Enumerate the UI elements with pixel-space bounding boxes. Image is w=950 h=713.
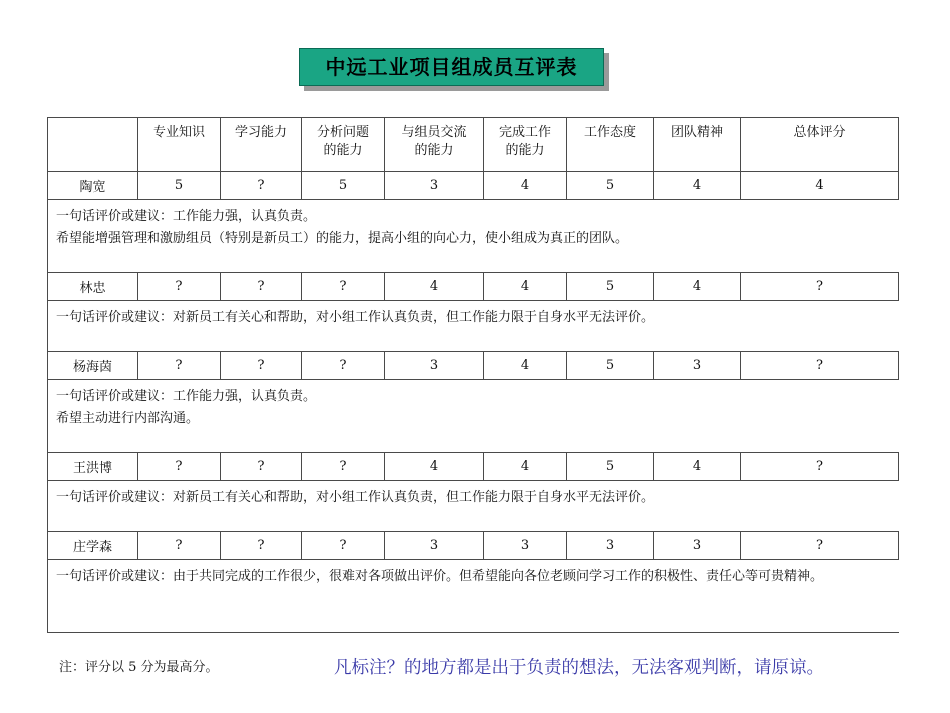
score-cell: 3 bbox=[385, 352, 484, 380]
comment-row bbox=[48, 200, 899, 273]
score-cell: 3 bbox=[484, 532, 567, 560]
header-label: 团队精神 bbox=[670, 125, 723, 140]
header-cell bbox=[138, 118, 221, 172]
header-label: 分析问题 bbox=[316, 125, 369, 140]
member-name: 王洪博 bbox=[48, 453, 138, 481]
header-label: 专业知识 bbox=[152, 125, 205, 140]
score-cell: 4 bbox=[741, 172, 899, 200]
header-cell bbox=[302, 118, 385, 172]
comment-cell bbox=[48, 560, 899, 633]
header-label: 总体评分 bbox=[793, 125, 846, 140]
score-row bbox=[48, 273, 899, 301]
score-cell: 4 bbox=[654, 453, 741, 481]
score-cell: ? bbox=[741, 352, 899, 380]
score-cell: 4 bbox=[654, 172, 741, 200]
member-name: 陶宽 bbox=[48, 172, 138, 200]
score-cell: ? bbox=[221, 172, 302, 200]
score-cell: 4 bbox=[654, 273, 741, 301]
page-title: 中远工业项目组成员互评表 bbox=[299, 48, 604, 86]
score-row bbox=[48, 352, 899, 380]
member-name: 庄学森 bbox=[48, 532, 138, 560]
score-cell: 4 bbox=[385, 453, 484, 481]
comment-cell bbox=[48, 200, 899, 273]
member-name: 林忠 bbox=[48, 273, 138, 301]
score-cell: 4 bbox=[484, 273, 567, 301]
comment-text: 一句话评价或建议：工作能力强，认真负责。 bbox=[56, 389, 317, 404]
evaluation-table bbox=[47, 117, 899, 633]
comment-text: 一句话评价或建议：对新员工有关心和帮助，对小组工作认真负责，但工作能力限于自身水平无法评价。 bbox=[56, 310, 655, 325]
table-body bbox=[48, 118, 899, 633]
member-name: 杨海茵 bbox=[48, 352, 138, 380]
score-cell: ? bbox=[302, 273, 385, 301]
score-cell: 4 bbox=[484, 352, 567, 380]
score-cell: ? bbox=[138, 453, 221, 481]
header-cell bbox=[221, 118, 302, 172]
score-cell: 3 bbox=[567, 532, 654, 560]
score-cell: ? bbox=[302, 352, 385, 380]
score-cell: ? bbox=[741, 532, 899, 560]
header-label: 学习能力 bbox=[234, 125, 287, 140]
score-cell: ? bbox=[302, 532, 385, 560]
score-cell: ? bbox=[741, 453, 899, 481]
header-cell bbox=[48, 118, 138, 172]
score-cell: 5 bbox=[302, 172, 385, 200]
comment-text: 希望主动进行内部沟通。 bbox=[56, 411, 200, 426]
score-cell: ? bbox=[741, 273, 899, 301]
comment-row bbox=[48, 380, 899, 453]
score-cell: 3 bbox=[654, 352, 741, 380]
score-cell: ? bbox=[302, 453, 385, 481]
header-cell bbox=[741, 118, 899, 172]
title-box bbox=[299, 48, 604, 86]
score-row bbox=[48, 532, 899, 560]
comment-text: 一句话评价或建议：由于共同完成的工作很少，很难对各项做出评价。但希望能向各位老顾问学习工作的积极性、责任心等可贵精神。 bbox=[56, 569, 824, 584]
score-cell: ? bbox=[138, 532, 221, 560]
footnote: 注：评分以 5 分为最高分。 bbox=[59, 660, 219, 675]
score-cell: ? bbox=[221, 532, 302, 560]
header-row bbox=[48, 118, 899, 172]
score-cell: 3 bbox=[654, 532, 741, 560]
score-row bbox=[48, 453, 899, 481]
header-cell bbox=[567, 118, 654, 172]
score-cell: ? bbox=[138, 352, 221, 380]
score-cell: 5 bbox=[567, 453, 654, 481]
score-cell: 5 bbox=[138, 172, 221, 200]
header-label: 工作态度 bbox=[583, 125, 636, 140]
score-row bbox=[48, 172, 899, 200]
score-cell: ? bbox=[221, 273, 302, 301]
comment-cell bbox=[48, 301, 899, 352]
header-cell bbox=[385, 118, 484, 172]
header-cell bbox=[484, 118, 567, 172]
header-label: 的能力 bbox=[414, 143, 454, 158]
question-mark-remark: 凡标注？的地方都是出于负责的想法，无法客观判断，请原谅。 bbox=[334, 658, 824, 678]
score-cell: ? bbox=[221, 453, 302, 481]
comment-row bbox=[48, 481, 899, 532]
score-cell: 4 bbox=[484, 453, 567, 481]
score-cell: 4 bbox=[385, 273, 484, 301]
score-cell: ? bbox=[138, 273, 221, 301]
header-label: 的能力 bbox=[323, 143, 363, 158]
score-cell: 5 bbox=[567, 273, 654, 301]
comment-text: 一句话评价或建议：对新员工有关心和帮助，对小组工作认真负责，但工作能力限于自身水平无法评价。 bbox=[56, 490, 655, 505]
comment-row bbox=[48, 560, 899, 633]
header-label: 与组员交流 bbox=[401, 125, 467, 140]
comment-text: 希望能增强管理和激励组员（特别是新员工）的能力，提高小组的向心力，使小组成为真正的团队。 bbox=[56, 231, 629, 246]
score-cell: ? bbox=[221, 352, 302, 380]
comment-cell bbox=[48, 481, 899, 532]
score-cell: 5 bbox=[567, 352, 654, 380]
header-cell bbox=[654, 118, 741, 172]
comment-cell bbox=[48, 380, 899, 453]
comment-row bbox=[48, 301, 899, 352]
score-cell: 4 bbox=[484, 172, 567, 200]
score-cell: 5 bbox=[567, 172, 654, 200]
score-cell: 3 bbox=[385, 532, 484, 560]
score-cell: 3 bbox=[385, 172, 484, 200]
header-label: 完成工作 bbox=[498, 125, 551, 140]
header-label: 的能力 bbox=[505, 143, 545, 158]
comment-text: 一句话评价或建议：工作能力强，认真负责。 bbox=[56, 209, 317, 224]
